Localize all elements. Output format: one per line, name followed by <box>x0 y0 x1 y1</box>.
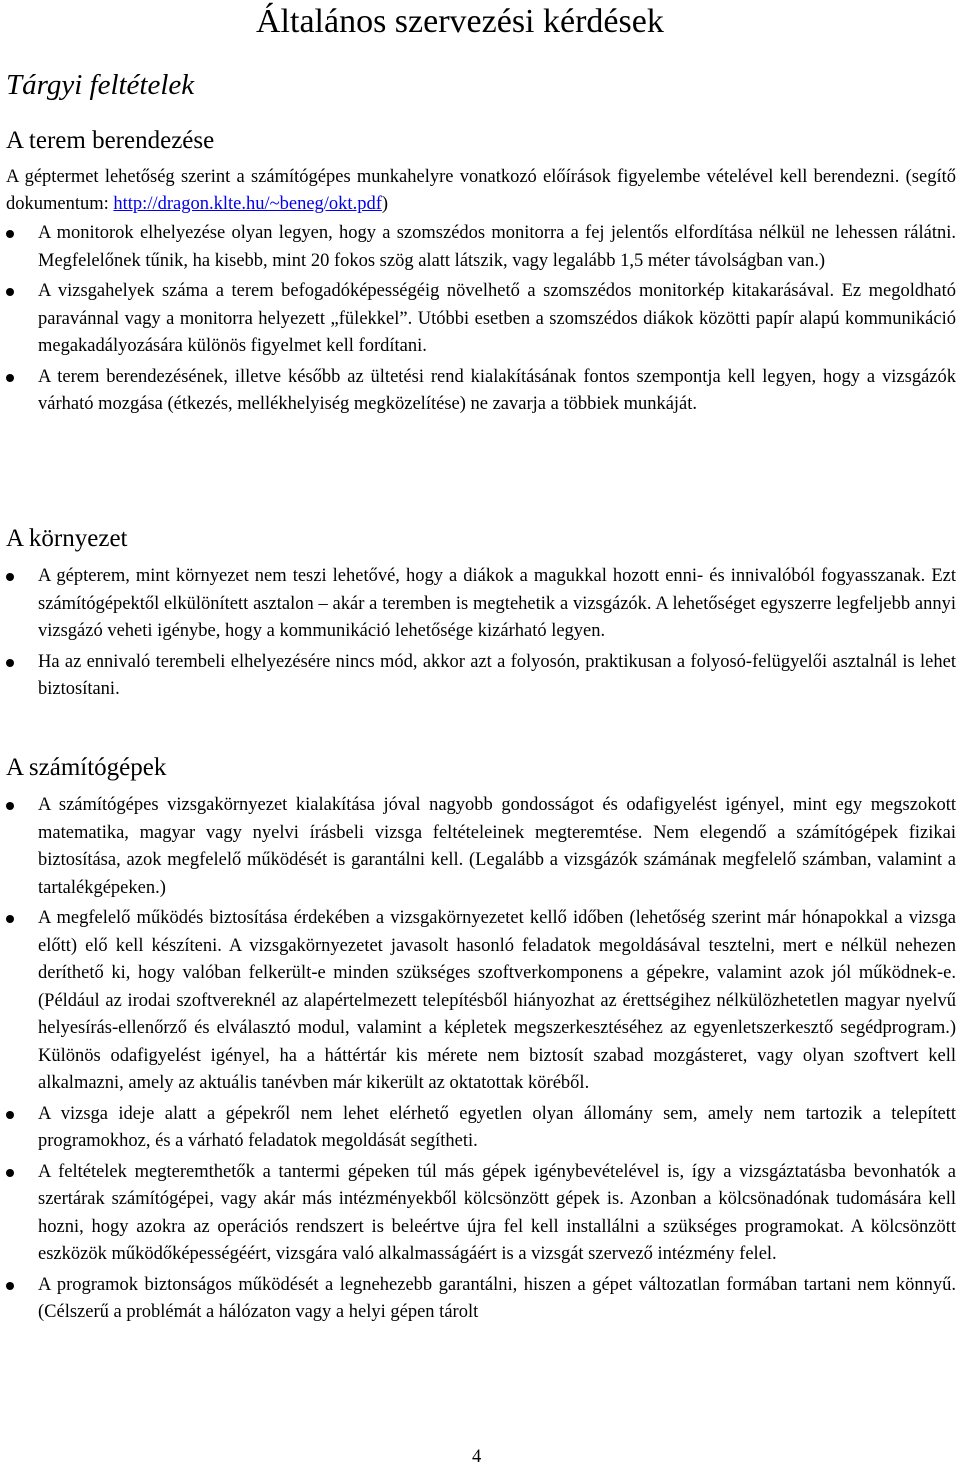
bullet-icon <box>6 288 14 296</box>
szamitogepek-bullet-list <box>0 792 960 1327</box>
bullet-icon <box>6 573 14 581</box>
bullet-icon <box>6 1111 14 1119</box>
bullet-icon <box>6 915 14 923</box>
list-item-text: A számítógépes vizsgakörnyezet kialakítása jóval nagyobb gondosságot és odafigyelést igényel, mint egy megszokott matematika, magyar vagy nyelvi írásbeli vizsga feltételeinek megteremtése. Nem elegendő a számítógépek fizikai biztosítása, azok megfelelő működését is garantálni kell. (Legalább a vizsgázók számának megfelelő számban, valamint a tartalékgépeken.) <box>38 795 956 898</box>
list-item-text: A vizsgahelyek száma a terem befogadóképességéig növelhető a szomszédos monitorkép kitakarásával. Ez megoldható paravánnal vagy a monitorra helyezett „fülekkel”. Utóbbi esetben a szomszédos diákok közötti papír alapú kommunikáció megakadályozására különös figyelmet kell fordítani. <box>38 281 956 356</box>
list-item-text: A vizsga ideje alatt a gépekről nem lehet elérhető egyetlen olyan állomány sem, amely nem tartozik a telepített programokhoz, és a várható feladatok megoldását segítheti. <box>38 1103 956 1151</box>
list-item-text: A feltételek megteremthetők a tantermi gépeken túl más gépek igénybevételével is, így a vizsgáztatásba bevonhatók a szertárak számítógépei, vagy akár más intézményekből kölcsönzött gépek is. Azonban a kölcsönadónak tudomására kell hozni, hogy azokra az operációs rendszert is beleértve újra fel kell installálni a szükséges programokat. A kölcsönzött eszközök működőképességéért, vizsgára való alkalmasságáért is a vizsgát szervező intézmény felel. <box>38 1161 956 1264</box>
section-title: Tárgyi feltételek <box>6 69 195 101</box>
list-item <box>0 1101 956 1156</box>
heading-szamitogepek: A számítógépek <box>6 754 167 781</box>
bullet-icon <box>6 659 14 667</box>
list-item <box>0 1159 956 1269</box>
bullet-icon <box>6 1169 14 1177</box>
document-link[interactable]: http://dragon.klte.hu/~beneg/okt.pdf <box>113 194 382 214</box>
list-item-text: A programok biztonságos működését a legnehezebb garantálni, hiszen a gépet változatlan formában tartani nem könnyű. (Célszerű a problémát a hálózaton vagy a helyi gépen tárolt <box>38 1274 956 1322</box>
bullet-icon <box>6 230 14 238</box>
heading-terem: A terem berendezése <box>6 127 215 154</box>
bullet-icon <box>6 1282 14 1290</box>
intro-paragraph <box>6 164 956 218</box>
list-item <box>0 905 956 1098</box>
intro-end: ) <box>381 194 389 214</box>
heading-kornyezet: A környezet <box>6 525 128 552</box>
list-item <box>0 792 956 902</box>
page-title: Általános szervezési kérdések <box>256 3 664 40</box>
bullet-icon <box>6 802 14 810</box>
kornyezet-bullet-list <box>0 563 960 704</box>
list-item <box>0 563 956 646</box>
list-item <box>0 278 956 361</box>
list-item-text: A gépterem, mint környezet nem teszi lehetővé, hogy a diákok a magukkal hozott enni- és innivalóból fogyasszanak. Ezt számítógépektől elkülönített asztalon – akár a teremben is megtehetik a vizsgázók. A lehetőséget egyszerre legfeljebb annyi vizsgázó veheti igénybe, hogy a kommunikáció lehetősége kizárható legyen. <box>38 566 956 641</box>
list-item <box>0 649 956 704</box>
list-item <box>0 1272 956 1327</box>
bullet-icon <box>6 374 14 382</box>
list-item <box>0 220 956 275</box>
list-item <box>0 364 956 419</box>
page-number: 4 <box>472 1447 482 1467</box>
list-item-text: A monitorok elhelyezése olyan legyen, hogy a szomszédos monitorra a fej jelentős elfordítása nélkül ne lehessen rálátni. Megfelelőnek tűnik, ha kisebb, mint 20 fokos szög alatt látszik, vagy legalább 1,5 méter távolságban van.) <box>38 223 956 271</box>
intro-text: A géptermet lehetőség szerint a számítógépes munkahelyre vonatkozó előírások figyelembe vételével kell berendezni. (segítő dokumentum: <box>6 167 956 214</box>
list-item-text: Ha az ennivaló terembeli elhelyezésére nincs mód, akkor azt a folyosón, praktikusan a folyosó-felügyelői asztalnál is lehet biztosítani. <box>38 651 956 699</box>
list-item-text: A megfelelő működés biztosítása érdekében a vizsgakörnyezetet kellő időben (lehetőség szerint már hónapokkal a vizsga előtt) elő kell készíteni. A vizsgakörnyezetet javasolt hasonló feladatok megoldásával tesztelni, mert e nélkül nehezen deríthető ki, hogy valóban felkerült-e minden szükséges szoftverkomponens a gépekre, valamint azok jól működnek-e. (Például az irodai szoftvereknél az alapértelmezett telepítésből hiányozhat az érettségihez nélkülözhetetlen magyar nyelvű helyesírás-ellenőrző és elválasztó modul, valamint a képletek megszerkesztéséhez az egyenletszerkesztő segédprogram.) Különös odafigyelést igényel, ha a háttértár kis mérete nem biztosít szabad mozgásteret, vagy olyan szoftvert kell alkalmazni, amely az aktuális tanévben már kikerült az oktatottak köréből. <box>38 908 956 1093</box>
list-item-text: A terem berendezésének, illetve később az ültetési rend kialakításának fontos szempontja kell legyen, hogy a vizsgázók várható mozgása (étkezés, mellékhelyiség megközelítése) ne zavarja a többiek munkáját. <box>38 366 956 414</box>
terem-bullet-list <box>0 220 960 419</box>
